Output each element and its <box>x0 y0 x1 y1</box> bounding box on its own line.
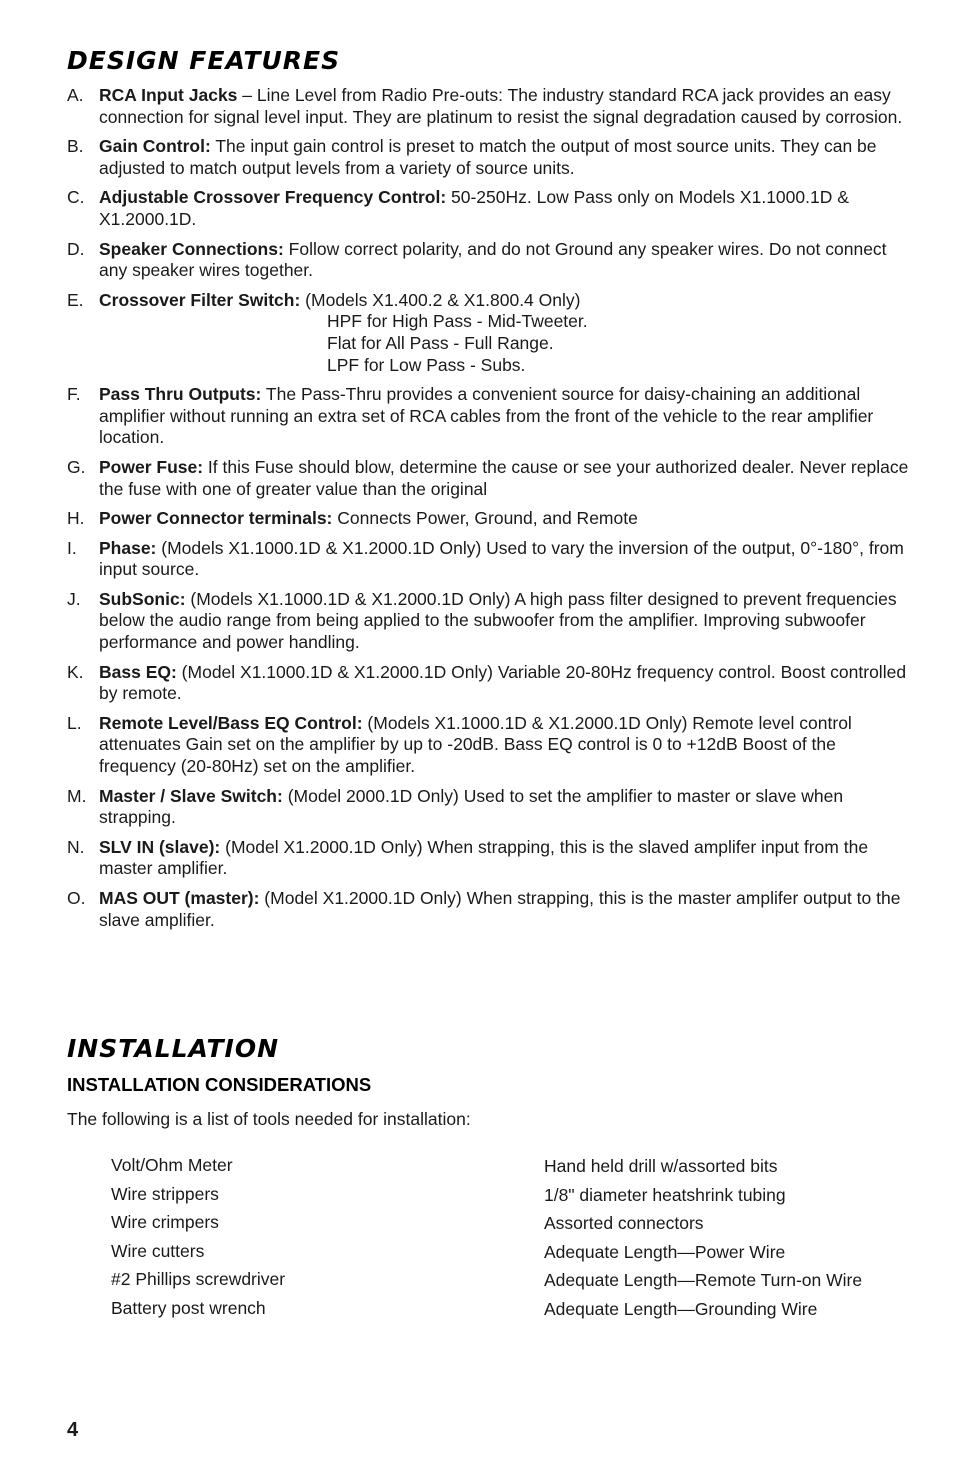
feature-letter: N. <box>67 836 85 857</box>
feature-item-n <box>67 837 917 880</box>
tool-item: Battery post wrench <box>111 1297 266 1318</box>
feature-letter: J. <box>67 588 81 609</box>
feature-text: (Model X1.2000.1D Only) When strapping, this is the master amplifer output to the slave amplifier. <box>99 888 901 930</box>
feature-body <box>99 187 917 230</box>
feature-text: Connects Power, Ground, and Remote <box>332 508 638 529</box>
feature-letter: C. <box>67 187 85 208</box>
feature-term: Speaker Connections: <box>99 238 284 259</box>
feature-term: Remote Level/Bass EQ Control: <box>99 712 363 733</box>
feature-body <box>99 239 917 282</box>
feature-text: (Model X1.1000.1D & X1.2000.1D Only) Variable 20-80Hz frequency control. Boost controlled by remote. <box>99 661 907 704</box>
feature-text: (Models X1.1000.1D & X1.2000.1D Only) Used to vary the inversion of the output, 0°-180°, from input source. <box>99 537 904 580</box>
feature-text: If this Fuse should blow, determine the cause or see your authorized dealer. Never replace the fuse with one of greater value than the original <box>99 456 909 499</box>
feature-text: The input gain control is preset to match the output of most source units. They can be adjusted to match output levels from a variety of source units. <box>99 136 877 178</box>
tool-item: #2 Phillips screwdriver <box>111 1269 286 1290</box>
tool-item: Adequate Length—Grounding Wire <box>544 1298 818 1319</box>
feature-letter: A. <box>67 85 84 105</box>
feature-term: Crossover Filter Switch: <box>99 289 301 310</box>
feature-letter: M. <box>67 785 87 806</box>
feature-term: Power Fuse: <box>99 456 204 477</box>
feature-text: (Models X1.400.2 & X1.800.4 Only) <box>300 289 581 310</box>
feature-text: (Model 2000.1D Only) Used to set the amplifier to master or slave when strapping. <box>99 785 844 828</box>
tool-item: Volt/Ohm Meter <box>111 1155 233 1175</box>
feature-term: Gain Control: <box>99 136 211 157</box>
design-features-title: DESIGN FEATURES <box>67 46 341 75</box>
feature-item-i <box>67 538 917 581</box>
feature-item-d <box>67 239 917 282</box>
tool-item: Wire cutters <box>111 1240 205 1261</box>
feature-item-l <box>67 713 917 778</box>
installation-title: INSTALLATION <box>67 1034 280 1063</box>
crossover-option-hpf: HPF for High Pass - Mid-Tweeter. <box>327 311 588 332</box>
feature-item-f <box>67 384 917 449</box>
feature-letter: F. <box>67 384 81 405</box>
feature-item-h <box>67 508 917 530</box>
crossover-option-flat: Flat for All Pass - Full Range. <box>327 332 554 353</box>
page-number: 4 <box>67 1419 79 1441</box>
feature-text: – Line Level from Radio Pre-outs: The industry standard RCA jack provides an easy connection for signal level input. They are platinum to resist the signal degradation caused by corrosion. <box>99 85 903 127</box>
tool-item: Assorted connectors <box>544 1213 704 1234</box>
feature-item-o <box>67 888 917 931</box>
feature-body <box>99 888 917 931</box>
feature-term: SLV IN (slave): <box>99 836 221 857</box>
feature-term: Pass Thru Outputs: <box>99 384 262 405</box>
feature-body <box>99 508 917 530</box>
feature-letter: H. <box>67 508 85 529</box>
tool-item: Hand held drill w/assorted bits <box>544 1156 778 1176</box>
design-features-list <box>67 85 917 939</box>
feature-text: The Pass-Thru provides a convenient source for daisy-chaining an additional amplifier without running an extra set of RCA cables from the front of the vehicle to the rear amplifier location. <box>99 384 874 448</box>
feature-body <box>99 85 917 128</box>
feature-term: Phase: <box>99 537 157 558</box>
feature-term: Power Connector terminals: <box>99 508 333 529</box>
feature-item-m <box>67 786 917 829</box>
feature-text: Follow correct polarity, and do not Ground any speaker wires. Do not connect any speaker wires together. <box>99 238 887 281</box>
tool-item: 1/8" diameter heatshrink tubing <box>544 1184 786 1205</box>
feature-body <box>99 290 917 376</box>
feature-letter: G. <box>67 456 86 477</box>
tool-item: Adequate Length—Remote Turn-on Wire <box>544 1270 863 1291</box>
crossover-option-lpf: LPF for Low Pass - Subs. <box>327 354 526 375</box>
feature-letter: E. <box>67 289 84 310</box>
feature-letter: O. <box>67 888 86 908</box>
feature-letter: B. <box>67 136 84 157</box>
feature-body <box>99 538 917 581</box>
feature-item-j <box>67 589 917 654</box>
tool-item: Wire strippers <box>111 1183 219 1204</box>
feature-body <box>99 837 917 880</box>
tools-intro-text: The following is a list of tools needed for installation: <box>67 1109 471 1129</box>
tools-list-right <box>544 1155 862 1327</box>
feature-body <box>99 136 917 179</box>
feature-body <box>99 589 917 654</box>
feature-body <box>99 786 917 829</box>
feature-letter: L. <box>67 712 82 733</box>
feature-letter: I. <box>67 537 77 558</box>
feature-letter: D. <box>67 238 85 259</box>
feature-item-c <box>67 187 917 230</box>
feature-item-e <box>67 290 917 376</box>
tools-list-left <box>111 1154 285 1326</box>
feature-item-b <box>67 136 917 179</box>
feature-term: RCA Input Jacks <box>99 85 238 105</box>
installation-considerations-heading: INSTALLATION CONSIDERATIONS <box>67 1074 372 1095</box>
feature-letter: K. <box>67 661 84 682</box>
feature-text: (Model X1.2000.1D Only) When strapping, this is the slaved amplifer input from the master amplifier. <box>99 836 869 879</box>
feature-term: SubSonic: <box>99 588 186 609</box>
feature-item-a <box>67 85 917 128</box>
feature-body <box>99 457 917 500</box>
feature-term: Bass EQ: <box>99 661 177 682</box>
feature-body <box>99 384 917 449</box>
feature-term: Master / Slave Switch: <box>99 785 283 806</box>
tool-item: Wire crimpers <box>111 1212 219 1233</box>
feature-term: MAS OUT (master): <box>99 888 260 908</box>
feature-text: (Models X1.1000.1D & X1.2000.1D Only) Remote level control attenuates Gain set on the amplifier by up to -20dB. Bass EQ control is 0 to +12dB Boost of the frequency (20-80Hz) set on the amplifier. <box>99 712 852 777</box>
feature-term: Adjustable Crossover Frequency Control: <box>99 187 447 208</box>
feature-text: 50-250Hz. Low Pass only on Models X1.1000.1D & X1.2000.1D. <box>99 187 849 229</box>
feature-item-k <box>67 662 917 705</box>
feature-body <box>99 713 917 778</box>
feature-item-g <box>67 457 917 500</box>
feature-text: (Models X1.1000.1D & X1.2000.1D Only) A high pass filter designed to prevent frequencies below the audio range from being applied to the subwoofer from the amplifier. Improving subwoofer performance and power handling. <box>99 588 897 653</box>
feature-body <box>99 662 917 705</box>
tool-item: Adequate Length—Power Wire <box>544 1241 786 1262</box>
